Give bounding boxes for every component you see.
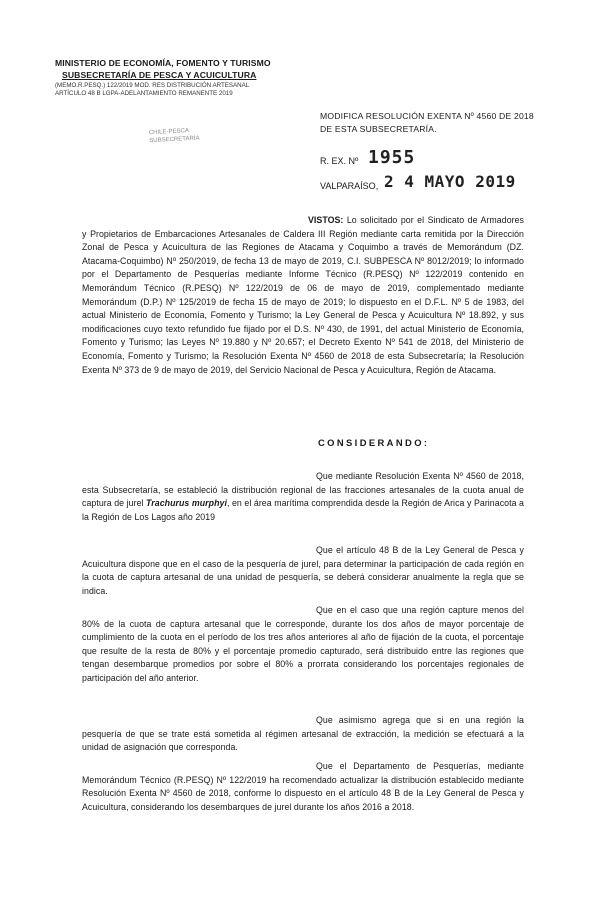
p1-text-before: Que mediante Resolución Exenta Nº 4560 de 2018, esta Subsecretaría, se estableció la distribución regional de las fracciones artesanales de la cuota anual de captura de jurel: [82, 471, 524, 509]
resolution-date: 2 4 MAYO 2019: [384, 172, 516, 191]
reference-lines: [55, 82, 249, 97]
resolution-number: 1955: [368, 147, 416, 168]
considerando-paragraph-5: Que el Departamento de Pesquerías, mediante Memorándum Técnico (R.PESQ) Nº 122/2019 ha recomendado actualizar la distribución establecido mediante Resolución Exenta Nº 4560 de 2018, conforme lo dispuesto en el artículo 48 B de la Ley General de Pesca y Acuicultura, considerando los desembarques de jurel durante los años 2016 a 2018.: [82, 761, 524, 812]
reference-line-1: (MEMO.R.PESQ.) 122/2019 MOD. RES DISTRIBUCIÓN ARTESANAL: [55, 82, 250, 89]
subject-block: [320, 110, 534, 136]
subject-line-2: DE ESTA SUBSECRETARÍA.: [320, 124, 437, 134]
resolution-place: VALPARAÍSO,: [320, 181, 379, 191]
subsecretaria-name: SUBSECRETARÍA DE PESCA Y ACUICULTURA: [62, 70, 257, 80]
stamp-line-1: CHILE-PESCA: [148, 128, 190, 137]
reception-stamp: [149, 123, 272, 181]
resolution-label: R. EX. Nº: [320, 156, 359, 166]
considerando-paragraph-1: [82, 470, 524, 524]
stamp-line-2: SUBSECRETARÍA: [149, 135, 200, 145]
reference-line-2: ARTÍCULO 48 B LGPA-ADELANTAMIENTO REMANENTE 2019: [55, 89, 233, 97]
considerando-paragraph-3: Que en el caso que una región capture menos del 80% de la cuota de captura artesanal que le corresponde, durante los dos años de mayor porcentaje de cumplimiento de la cuota en el período de los tres años anteriores al año de fijación de la cuota, el porcentaje que resulte de la resta de 80% y el porcentaje promedio capturado, será distribuido entre las regiones que tengan desembarque promedios por sobre el 80% a prorrata considerando los porcentajes regionales de participación del año anterior.: [82, 605, 524, 683]
subject-line-1: MODIFICA RESOLUCIÓN EXENTA Nº 4560 DE 2018: [320, 111, 534, 121]
vistos-text: Lo solicitado por el Sindicato de Armadores y Propietarios de Embarcaciones Artesanales de Caldera III Región mediante carta remitida por la Dirección Zonal de Pesca y Acuicultura de las Regiones de Atacama y Coquimbo a través de Memorándum (DZ. Atacama-Coquimbo) Nº 250/2019, de fecha 13 de mayo de 2019, C.I. SUBPESCA Nº 8012/2019; lo informado por el Departamento de Pesquerías mediante Informe Técnico (R.PESQ) Nº 122/2019 contenido en Memorándum Técnico (R.PESQ) Nº 122/2019 de 06 de mayo de 2019, complementado mediante Memorándum (D.P.) Nº 125/2019 de fecha 15 de mayo de 2019; lo dispuesto en el D.F.L. Nº 5 de 1983, del actual Ministerio de Economía, Fomento y Turismo; la Ley General de Pesca y Acuicultura Nº 18.892, y sus modificaciones cuyo texto refundido fue fijado por el D.S. Nº 430, de 1991, del actual Ministerio de Economía, Fomento y Turismo; las Leyes Nº 19.880 y Nº 20.657; el Decreto Exento Nº 541 de 2018, del Ministerio de Economía, Fomento y Turismo; la Resolución Exenta Nº 4560 de 2018 de esta Subsecretaría; la Resolución Exenta Nº 373 de 9 de mayo de 2019, del Servicio Nacional de Pesca y Acuicultura, Región de Atacama.: [82, 215, 525, 375]
considerando-heading: CONSIDERANDO:: [318, 437, 430, 448]
considerando-paragraph-2: Que el artículo 48 B de la Ley General de Pesca y Acuicultura dispone que en el caso de la pesquería de jurel, para determinar la participación de cada región en la cuota de captura artesanal de una unidad de pesquería, se deberá considerar anualmente la regla que se indica.: [82, 545, 524, 596]
ministry-name: MINISTERIO DE ECONOMÍA, FOMENTO Y TURISMO: [55, 58, 271, 68]
species-name: Trachurus murphyi: [146, 498, 227, 509]
p1-text-after: , en el área marítima comprendida desde la Región de Arica y Parinacota a la Región de Los Lagos año 2019: [82, 498, 524, 522]
vistos-paragraph: [82, 214, 524, 377]
vistos-label: VISTOS:: [308, 215, 344, 225]
considerando-paragraph-4: Que asimismo agrega que si en una región la pesquería de que se trate está sometida al régimen artesanal de extracción, la medición se efectuará a la unidad de asignación que corresponda.: [82, 715, 524, 753]
